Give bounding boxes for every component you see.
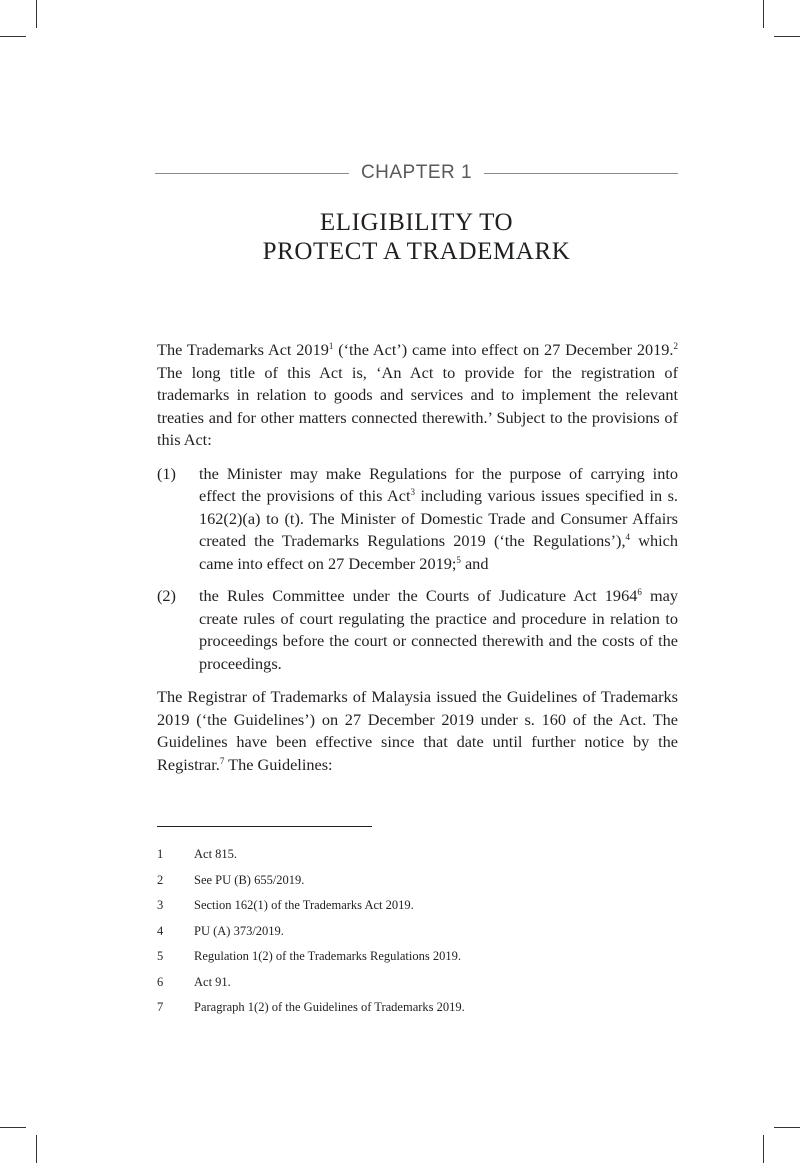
footnote-number: 6: [157, 974, 164, 989]
body-text: [157, 339, 678, 776]
footnote-number: 4: [157, 923, 164, 938]
footnote-number: 3: [157, 898, 164, 912]
footnote-ref-4[interactable]: 4: [625, 532, 631, 542]
intro-text-1: The Trademarks Act 2019: [157, 340, 329, 359]
footnote-text: See PU (B) 655/2019.: [194, 872, 305, 887]
list-item-number: (1): [157, 463, 176, 483]
chapter-rule-left: [155, 173, 349, 174]
intro-text-2: (‘the Act’) came into effect on 27 December 2019.: [333, 340, 674, 359]
chapter-title-line-1: ELIGIBILITY TO: [319, 209, 514, 236]
footnote-ref-7[interactable]: 7: [219, 755, 225, 766]
footnote-text: Section 162(1) of the Trademarks Act 2019.: [194, 898, 414, 912]
footnote-ref-5[interactable]: 5: [456, 554, 461, 565]
footnote-text: Act 91.: [194, 974, 231, 989]
list-item-number: (2): [157, 586, 176, 605]
crop-mark-top-left-h: [0, 36, 26, 37]
footnotes: [157, 846, 678, 1025]
footnote: [157, 872, 678, 898]
crop-mark-bottom-left-h: [0, 1127, 26, 1128]
crop-mark-top-left: [36, 0, 37, 28]
provisions-list: [157, 463, 678, 676]
crop-mark-bottom-left: [36, 1135, 37, 1163]
footnote: [157, 897, 678, 923]
crop-mark-bottom-right: [763, 1135, 764, 1163]
footnote-text: Paragraph 1(2) of the Guidelines of Trademarks 2019.: [194, 1000, 465, 1014]
list-item-text-part: may create rules of court regulating the practice and procedure in relation to proceedings before the court or connected therewith and the costs of the proceedings.: [199, 586, 679, 673]
intro-text-3: The long title of this Act is, ‘An Act to provide for the registration of trademarks in relation to goods and services and to implement the relevant treaties and for other matters connected therewith.’ Subject to the provisions of this Act:: [157, 362, 678, 449]
footnote-separator: [157, 826, 372, 827]
footnote-number: 7: [157, 1000, 164, 1014]
list-item-text-part: the Minister may make Regulations for the purpose of carrying into effect the provisions of this Act: [199, 463, 678, 505]
closing-text-2: The Guidelines:: [224, 754, 333, 774]
chapter-title-line-2: PROTECT A TRADEMARK: [262, 238, 571, 265]
list-item-text-part: including various issues specified in s. 162(2)(a) to (t). The Minister of Domestic Trade and Consumer Affairs created the Trademarks Regulations 2019 (‘the Regulations’),: [199, 486, 678, 550]
chapter-title: [155, 208, 678, 266]
chapter-label: CHAPTER 1: [360, 162, 473, 183]
closing-paragraph: [157, 686, 678, 776]
crop-mark-top-right-h: [774, 36, 800, 37]
crop-mark-top-right: [763, 0, 764, 28]
footnote: [157, 948, 678, 974]
list-item-text: [199, 585, 678, 675]
list-item: [157, 463, 678, 576]
footnote-ref-3[interactable]: 3: [410, 487, 416, 497]
footnote: [157, 923, 678, 949]
list-item: [157, 585, 678, 675]
footnote-number: 5: [157, 949, 164, 963]
footnote-number: 1: [157, 847, 164, 861]
footnote-text: PU (A) 373/2019.: [194, 923, 284, 938]
crop-mark-bottom-right-h: [774, 1127, 800, 1128]
footnote-ref-2[interactable]: 2: [673, 341, 679, 351]
list-item-text: [199, 463, 678, 576]
footnote: [157, 974, 678, 1000]
footnote-number: 2: [157, 872, 164, 887]
footnote: [157, 999, 678, 1025]
closing-text-1: The Registrar of Trademarks of Malaysia issued the Guidelines of Trademarks 2019 (‘the Guidelines’) on 27 December 2019 under s. 160 of the Act. The Guidelines have been effective since that date until further notice by the Registrar.: [157, 687, 678, 774]
chapter-heading: [155, 160, 678, 186]
footnote-ref-1[interactable]: 1: [328, 341, 334, 351]
list-item-text-part: the Rules Committee under the Courts of Judicature Act 1964: [199, 586, 638, 605]
footnote-text: Act 815.: [194, 847, 238, 861]
footnote-ref-6[interactable]: 6: [637, 587, 642, 597]
footnote: [157, 846, 678, 872]
list-item-text-part: which came into effect on 27 December 2019;: [199, 531, 679, 573]
footnote-text: Regulation 1(2) of the Trademarks Regulations 2019.: [194, 949, 461, 963]
chapter-rule-right: [484, 173, 678, 174]
list-item-text-part: and: [460, 553, 489, 573]
intro-paragraph: [157, 339, 678, 452]
